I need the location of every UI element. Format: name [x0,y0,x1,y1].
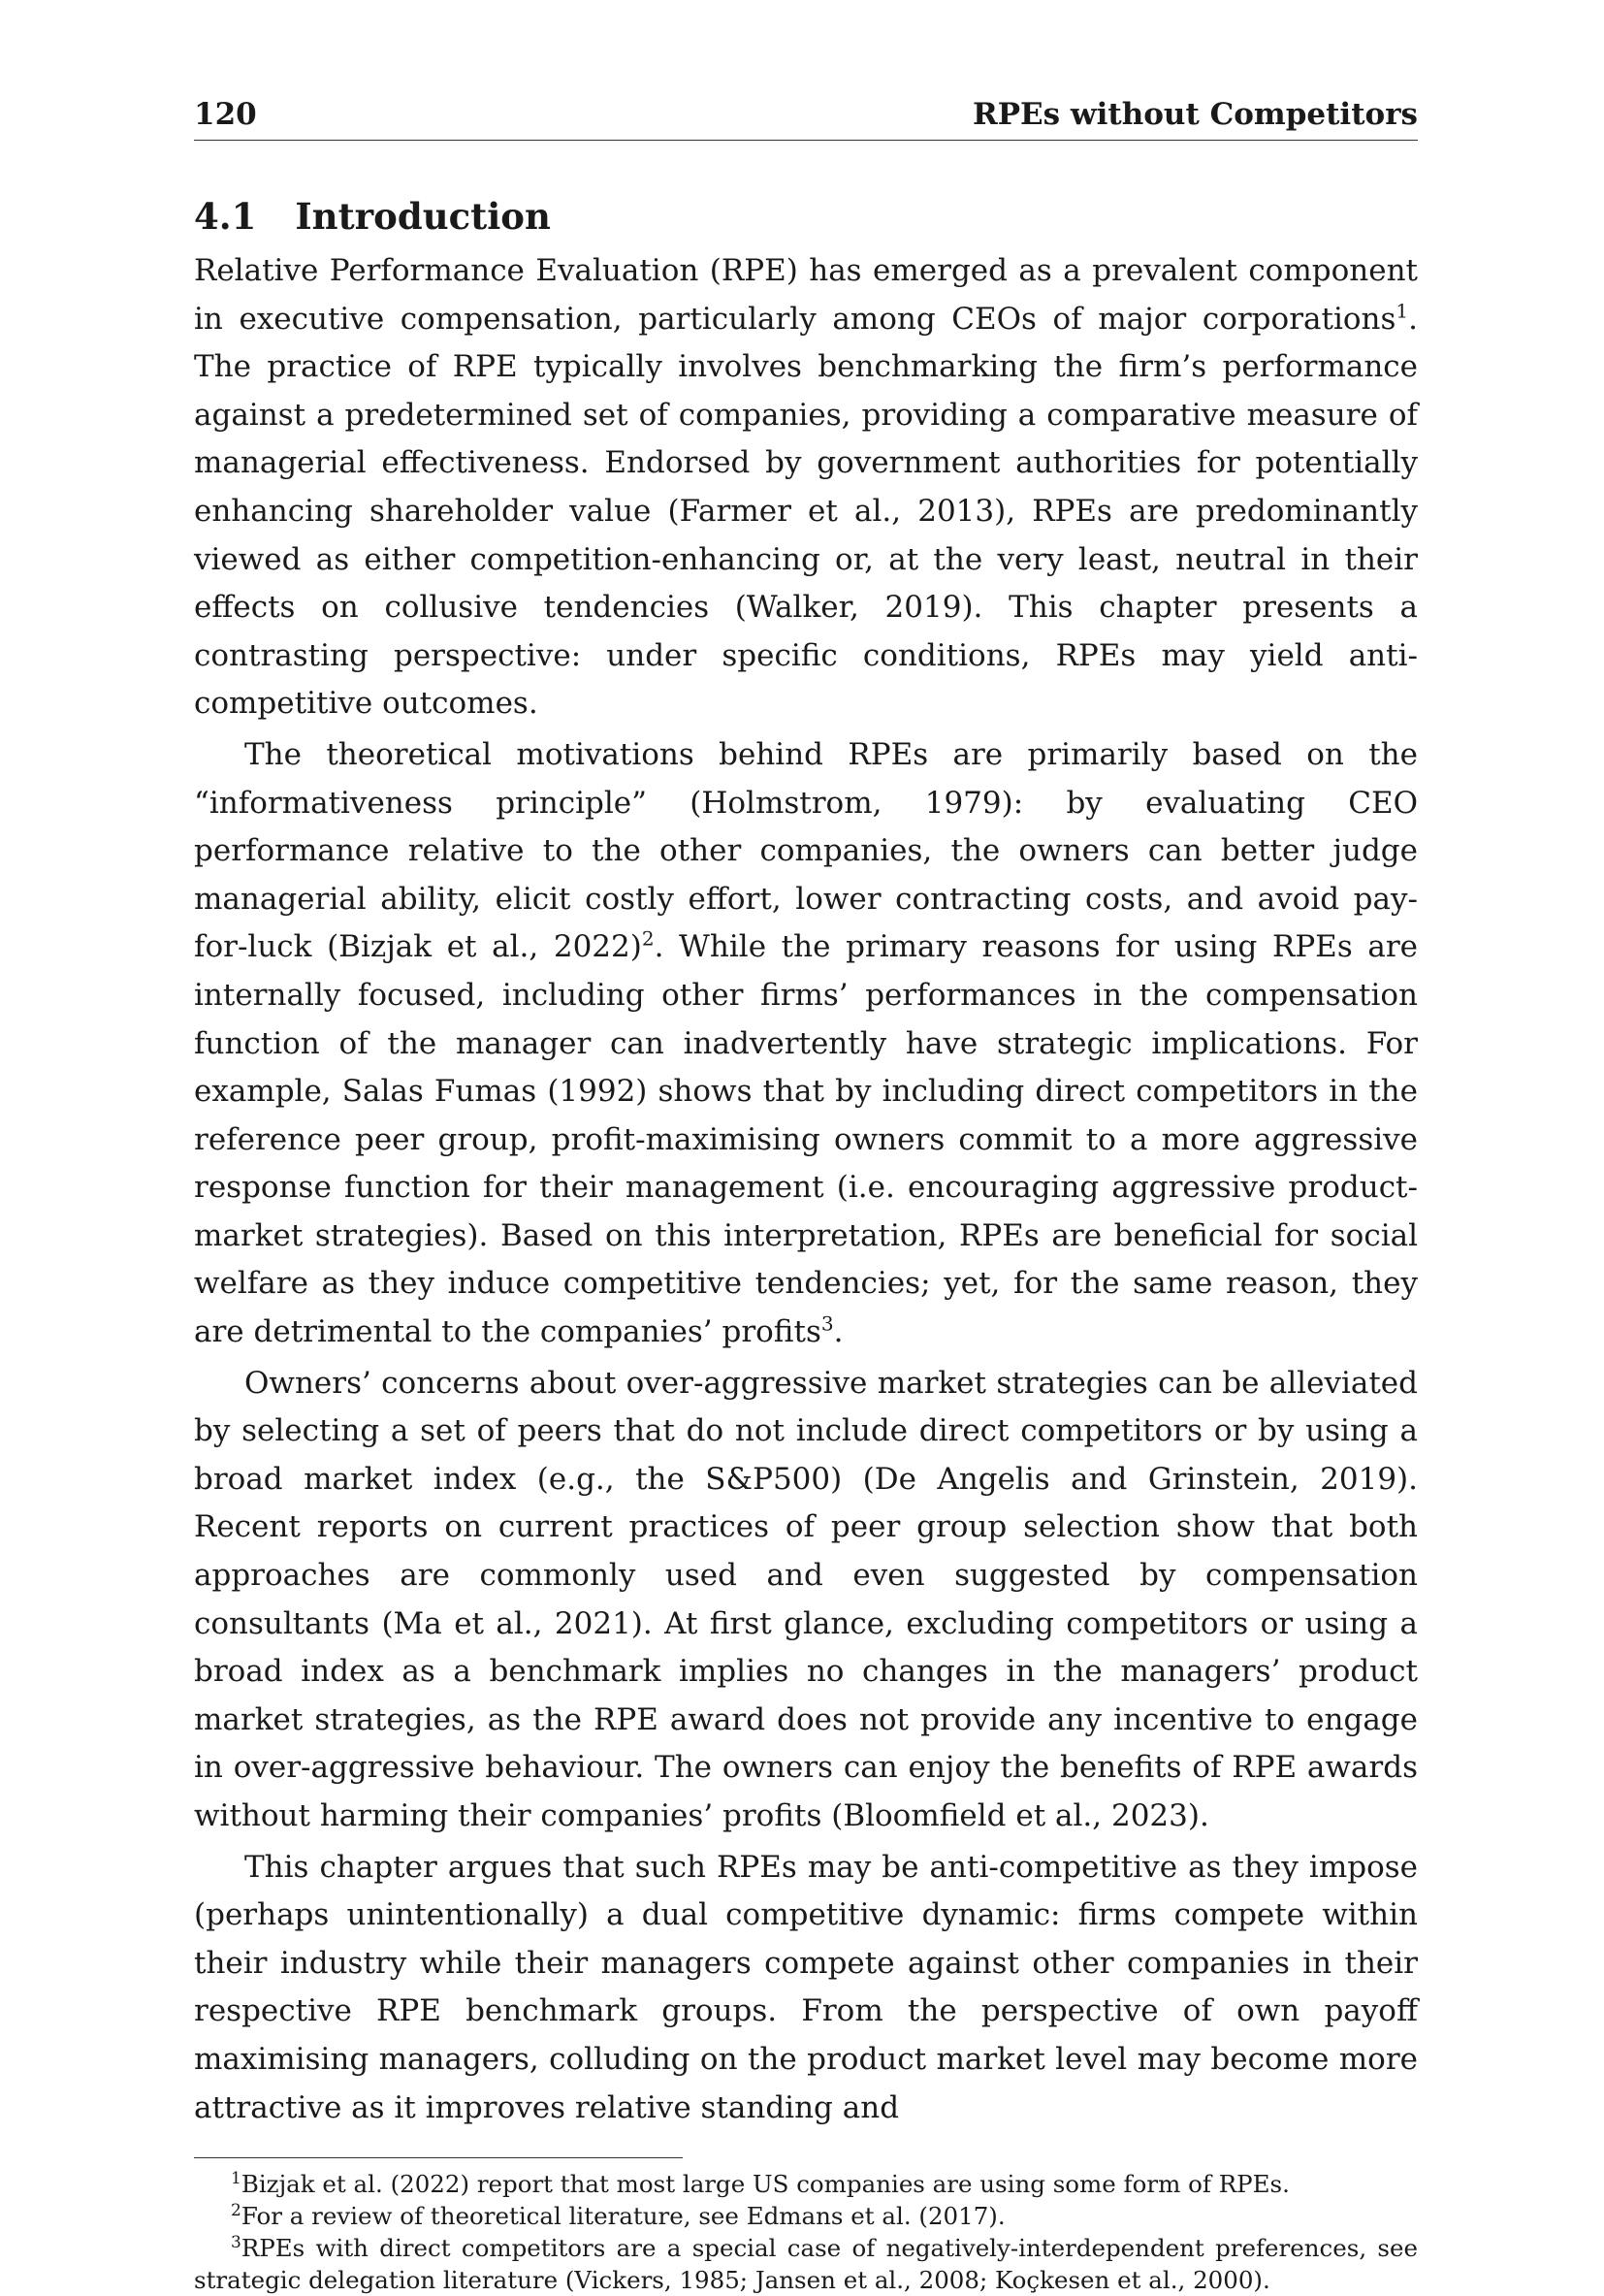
section-title: Introduction [295,195,551,238]
footnote [194,2168,1418,2200]
paragraph [194,247,1418,728]
paragraph-text: . While the primary reasons for using RPEs are internally focused, including other firms’ performances in the compensation function of the manager can inadvertently have strategic implications. For example, Salas Fumas (1992) shows that by including direct competitors in the reference peer group, profit-maximising owners commit to a more aggressive response function for their management (i.e. encouraging aggressive product-market strategies). Based on this interpretation, RPEs are beneficial for social welfare as they induce competitive tendencies; yet, for the same reason, they are detrimental to the companies’ profits [194,929,1418,1350]
page [194,97,1418,2296]
footnote-text: RPEs with direct competitors are a special case of negatively-interdependent preferences, see strategic delegation literature (Vickers, 1985; Jansen et al., 2008; Koçkesen et al., 2000). [194,2234,1418,2295]
paragraph [194,731,1418,1357]
footnote-marker: 1 [1395,299,1409,323]
footnote-text: Bizjak et al. (2022) report that most large US companies are using some form of RPEs. [241,2170,1290,2199]
paragraph-text: . [833,1314,844,1350]
paragraph-text: This chapter argues that such RPEs may be anti-competitive as they impose (perhaps unintentionally) a dual competitive dynamic: firms compete within their industry while their managers compete against other companies in their respective RPE benchmark groups. From the perspective of own payoff maximising managers, colluding on the product market level may become more attractive as it improves relative standing and [194,1849,1418,2125]
page-number: 120 [194,97,257,132]
footnote-mark: 1 [231,2169,241,2188]
paragraph [194,1844,1418,2133]
footnote-mark: 2 [231,2201,241,2220]
footnote-mark: 3 [231,2233,241,2252]
footnote-rule [194,2157,683,2158]
footnotes [194,2168,1418,2296]
section-number: 4.1 [194,195,257,238]
running-head [194,97,1418,141]
chapter-title: RPEs without Competitors [972,97,1418,132]
section-heading [194,195,1418,238]
footnote-marker: 2 [641,926,655,951]
paragraph-text: . The practice of RPE typically involves benchmarking the firm’s performance against a predetermined set of companies, providing a comparative measure of managerial effectiveness. Endorsed by government authorities for potentially enhancing shareholder value (Farmer et al., 2013), RPEs are predominantly viewed as either competition-enhancing or, at the very least, neutral in their effects on collusive tendencies (Walker, 2019). This chapter presents a contrasting perspective: under specific conditions, RPEs may yield anti-competitive outcomes. [194,301,1418,722]
footnote [194,2200,1418,2232]
paragraph-text: Owners’ concerns about over-aggressive market strategies can be alleviated by selecting a set of peers that do not include direct competitors or by using a broad market index (e.g., the S&P500) (De Angelis and Grinstein, 2019). Recent reports on current practices of peer group selection show that both approaches are commonly used and even suggested by compensation consultants (Ma et al., 2021). At first glance, excluding competitors or using a broad index as a benchmark implies no changes in the managers’ product market strategies, as the RPE award does not provide any incentive to engage in over-aggressive behaviour. The owners can enjoy the benefits of RPE awards without harming their companies’ profits (Bloomfield et al., 2023). [194,1365,1418,1833]
paragraph-text: The theoretical motivations behind RPEs are primarily based on the “informativeness principle” (Holmstrom, 1979): by evaluating CEO performance relative to the other companies, the owners can better judge managerial ability, elicit costly effort, lower contracting costs, and avoid pay-for-luck (Bizjak et al., 2022) [194,736,1418,965]
body-text [194,247,1418,2132]
paragraph-text: Relative Performance Evaluation (RPE) has emerged as a prevalent component in executive compensation, particularly among CEOs of major corporations [194,253,1418,337]
footnote-text: For a review of theoretical literature, see Edmans et al. (2017). [241,2202,1006,2231]
footnote [194,2232,1418,2296]
footnote-marker: 3 [820,1311,834,1336]
paragraph [194,1360,1418,1841]
